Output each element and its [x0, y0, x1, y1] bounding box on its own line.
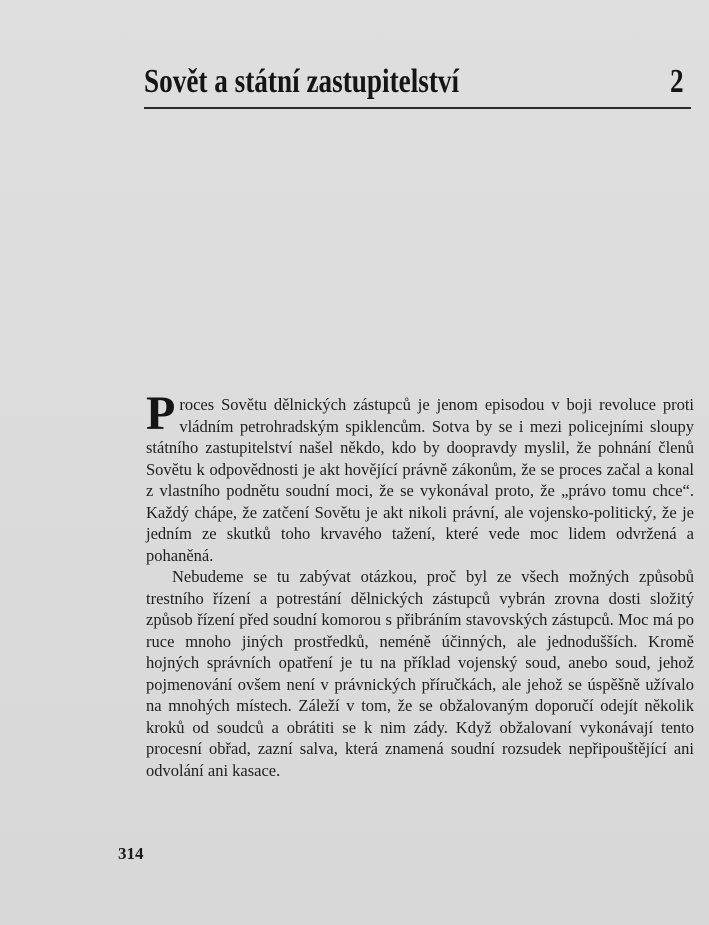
chapter-title: Sovět a státní zastupitelství — [144, 63, 460, 100]
title-rule — [144, 107, 691, 109]
paragraph-1-text: roces Sovětu dělnických zástupců je jenom episodou v boji revoluce proti vládním petrohradským spiklencům. Sotva by se i mezi policejními sloupy státního zastupitelství našel někdo, kdo by doopravdy myslil, že pohnání členů Sovětu k odpovědnosti je akt hovějící právně zákonům, že se proces začal a konal z vlastního podnětu soudní moci, že se vykonával proto, že „právo tomu chce“. Každý chápe, že zatčení Sovětu je akt nikoli právní, ale vojensko-politický, že je jedním ze skutků toho krvavého tažení, které vede moc lidem odvržená a pohaněná. — [146, 395, 694, 565]
drop-cap: P — [146, 387, 176, 440]
page-number: 314 — [118, 844, 144, 863]
chapter-number: 2 — [670, 63, 684, 100]
paragraph-2: Nebudeme se tu zabývat otázkou, proč byl ze všech možných způsobů trestního řízení a potrestání dělnických zástupců vybrán zrovna dosti složitý způsob řízení před soudní komorou s přibráním stavovských zástupců. Moc má po ruce mnoho jiných prostředků, neméně účinných, ale jednodušších. Kromě hojných správních opatření je tu na příklad vojenský soud, anebo soud, jehož pojmenování ovšem není v právnických příručkách, ale jehož se úspěšně užívalo na mnohých místech. Záleží v tom, že se obžalovaným doporučí odejít několik kroků od soudců a obrátiti se k nim zády. Když obžalovaní vykonávají tento procesní obřad, zazní salva, která znamená soudní rozsudek nepřipouštějící ani odvolání ani kasace. — [146, 567, 694, 780]
paragraph-1 — [146, 387, 694, 566]
chapter-body — [146, 387, 694, 781]
